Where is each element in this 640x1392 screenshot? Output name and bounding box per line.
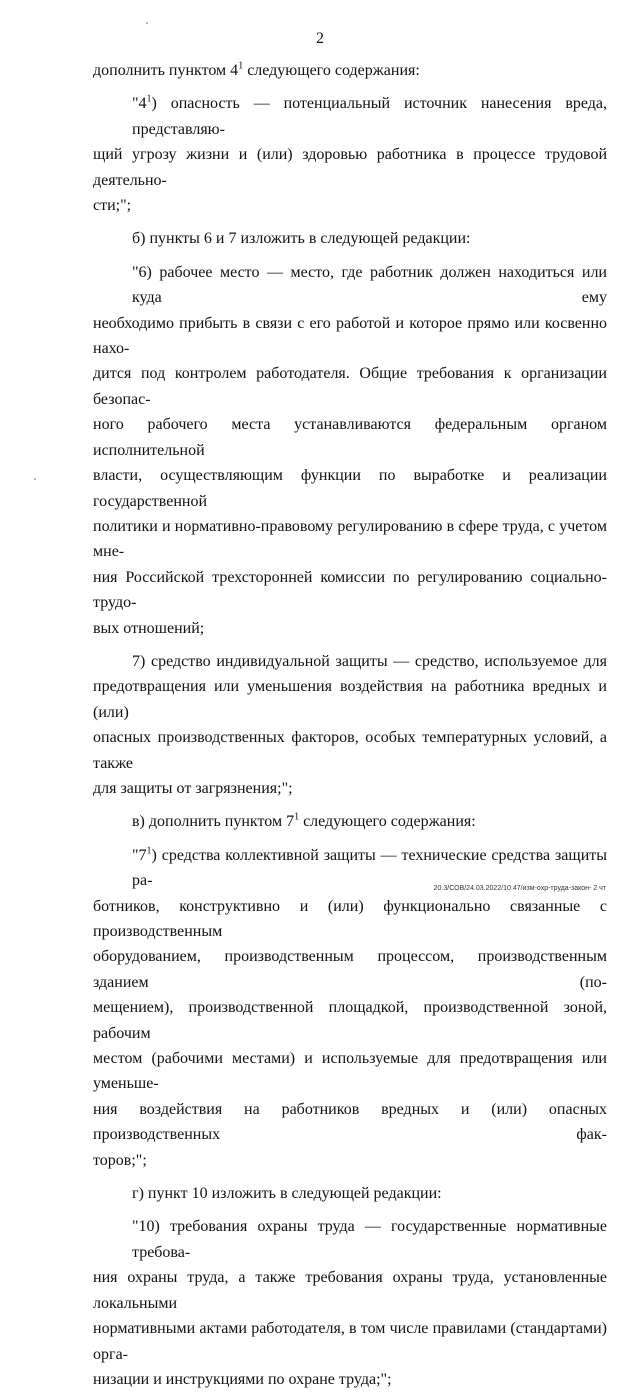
text-line: низации и инструкциями по охране труда;"; [93, 1370, 392, 1388]
text-line: дится под контролем работодателя. Общие требования к организации безопас- [93, 365, 607, 408]
text-line: политики и нормативно-правовому регулированию в сфере труда, с учетом мне- [93, 517, 607, 561]
text-line: предотвращения или уменьшения воздействия на работника вредных и (или) [93, 678, 607, 721]
text-line: ния Российской трехсторонней комиссии по регулированию социально-трудо- [93, 568, 607, 612]
footer-file-reference: 20.3/СОВ/24.03.2022/10:47/изм-охр-труда-закон- 2 чт [433, 885, 606, 892]
paragraph [93, 260, 607, 641]
text-line: "$4^1$) опасность — потенциальный источник нанесения вреда, представляю- [132, 94, 607, 138]
paragraph [93, 226, 607, 251]
paragraph [93, 1181, 607, 1206]
scan-mark-left [34, 478, 36, 480]
paragraph [93, 843, 607, 1173]
text-line: в) дополнить пунктом $7^1$ следующего содержания: [132, 812, 476, 831]
text-line: для защиты от загрязнения;"; [93, 779, 293, 797]
text-line: ния охраны труда, а также требования охраны труда, установленные локальными [93, 1269, 607, 1312]
paragraph [93, 809, 607, 834]
text-line: ного рабочего места устанавливаются федеральным органом исполнительной [93, 416, 607, 459]
text-line: "6) рабочее место — место, где работник должен находиться или куда ему [132, 263, 607, 307]
text-line: мещением), производственной площадкой, производственной зоной, рабочим [93, 999, 607, 1042]
text-line: торов;"; [93, 1151, 147, 1169]
text-line: власти, осуществляющим функции по выработке и реализации государственной [93, 467, 607, 510]
paragraph [93, 91, 607, 218]
document-body [93, 58, 607, 1392]
text-line: дополнить пунктом $4^1$ следующего содержания: [93, 60, 420, 79]
text-line: б) пункты 6 и 7 изложить в следующей редакции: [132, 230, 471, 248]
text-line: ботников, конструктивно и (или) функционально связанные с производственным [93, 897, 607, 940]
text-line: ния воздействия на работников вредных и (или) опасных производственных фак- [93, 1100, 607, 1144]
text-line: опасных производственных факторов, особых температурных условий, а также [93, 729, 607, 772]
text-line: "10) требования охраны труда — государственные нормативные требова- [132, 1218, 607, 1261]
scan-mark-top [146, 22, 148, 24]
text-line: необходимо прибыть в связи с его работой и которое прямо или косвенно нахо- [93, 314, 607, 358]
text-line: местом (рабочими местами) и используемые для предотвращения или уменьше- [93, 1050, 607, 1093]
page-number: 2 [316, 30, 324, 47]
paragraph [93, 58, 607, 83]
paragraph [93, 649, 607, 801]
text-line: сти;"; [93, 197, 132, 215]
paragraph [93, 1214, 607, 1392]
text-line: г) пункт 10 изложить в следующей редакции: [132, 1185, 442, 1203]
text-line: нормативными актами работодателя, в том числе правилами (стандартами) орга- [93, 1320, 607, 1363]
text-line: оборудованием, производственным процессом, производственным зданием (по- [93, 948, 607, 991]
text-line: вых отношений; [93, 619, 205, 637]
text-line: "$7^1$) средства коллективной защиты — технические средства защиты ра- [132, 845, 607, 890]
text-line: 7) средство индивидуальной защиты — средство, используемое для [132, 652, 607, 670]
text-line: щий угрозу жизни и (или) здоровью работника в процессе трудовой деятельно- [93, 146, 607, 189]
